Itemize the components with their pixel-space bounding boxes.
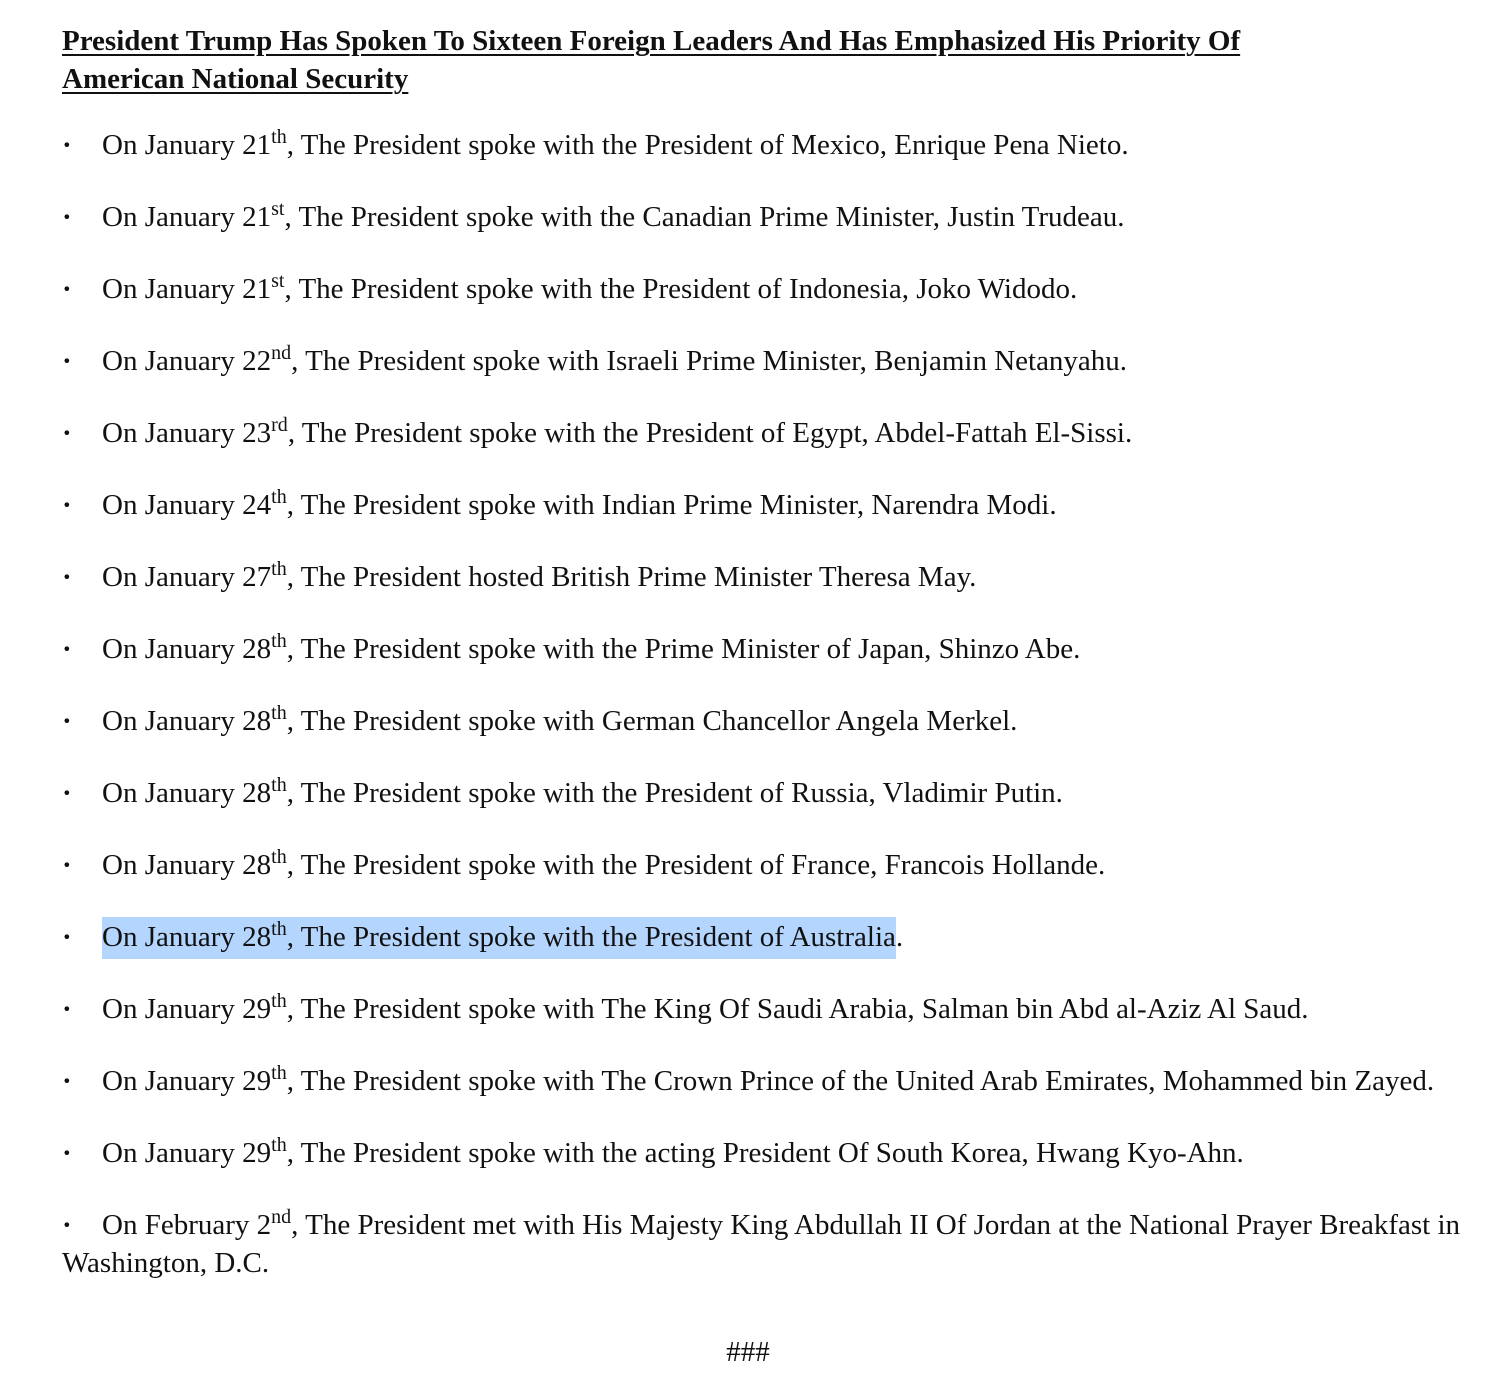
bullet-icon: ·	[62, 1209, 72, 1241]
item-text: , The President spoke with Israeli Prime Minister, Benjamin Netanyahu.	[291, 345, 1128, 377]
bullet-icon: ·	[62, 345, 72, 377]
list-item	[62, 990, 1462, 1028]
document-page	[62, 22, 1462, 1316]
bullet-icon: ·	[62, 921, 72, 953]
date-suffix: th	[271, 990, 287, 1012]
item-text: , The President spoke with the Prime Minister of Japan, Shinzo Abe.	[286, 633, 1081, 665]
bullet-icon: ·	[62, 1137, 72, 1169]
date-suffix: rd	[271, 414, 288, 436]
leader-call-list	[62, 126, 1462, 1282]
bullet-icon: ·	[62, 417, 72, 449]
item-trailing-period: .	[895, 921, 904, 953]
date-suffix: th	[271, 702, 287, 724]
item-date: On January 22	[102, 345, 272, 377]
document-title	[62, 22, 1462, 98]
date-suffix: nd	[271, 342, 292, 364]
item-text: , The President spoke with the acting President Of South Korea, Hwang Kyo-Ahn.	[286, 1137, 1244, 1169]
list-item	[62, 270, 1462, 308]
text-selection[interactable]	[102, 917, 896, 959]
item-date: On January 28	[102, 849, 272, 881]
bullet-icon: ·	[62, 705, 72, 737]
list-item	[62, 486, 1462, 524]
date-suffix: th	[271, 846, 287, 868]
bullet-icon: ·	[62, 129, 72, 161]
item-date: On January 29	[102, 1137, 272, 1169]
end-mark: ###	[726, 1336, 770, 1368]
item-date: On January 23	[102, 417, 272, 449]
item-text: , The President spoke with Indian Prime Minister, Narendra Modi.	[286, 489, 1057, 521]
item-text: , The President spoke with The Crown Prince of the United Arab Emirates, Mohammed bin Zayed.	[286, 1065, 1435, 1097]
bullet-icon: ·	[62, 777, 72, 809]
item-text: , The President spoke with German Chancellor Angela Merkel.	[286, 705, 1018, 737]
list-item	[62, 630, 1462, 668]
bullet-icon: ·	[62, 849, 72, 881]
list-item	[62, 1134, 1462, 1172]
item-date: On January 21	[102, 273, 272, 305]
date-suffix: th	[271, 918, 287, 940]
item-date: On January 28	[102, 705, 272, 737]
item-text: , The President spoke with the President of France, Francois Hollande.	[286, 849, 1106, 881]
bullet-icon: ·	[62, 201, 72, 233]
item-date: On January 28	[102, 633, 272, 665]
list-item	[62, 342, 1462, 380]
item-date: On January 28	[102, 921, 272, 953]
date-suffix: th	[271, 126, 287, 148]
date-suffix: th	[271, 1134, 287, 1156]
list-item	[62, 846, 1462, 884]
item-date: On January 21	[102, 129, 272, 161]
bullet-icon: ·	[62, 633, 72, 665]
list-item-selected[interactable]	[62, 918, 1462, 956]
item-text: , The President spoke with The King Of Saudi Arabia, Salman bin Abd al-Aziz Al Saud.	[286, 993, 1309, 1025]
item-text: , The President spoke with the Canadian Prime Minister, Justin Trudeau.	[284, 201, 1125, 233]
item-date: On January 21	[102, 201, 272, 233]
list-item	[62, 1206, 1462, 1282]
item-text: , The President spoke with the President of Indonesia, Joko Widodo.	[284, 273, 1078, 305]
item-date: On February 2	[102, 1209, 272, 1241]
bullet-icon: ·	[62, 993, 72, 1025]
date-suffix: th	[271, 1062, 287, 1084]
bullet-icon: ·	[62, 1065, 72, 1097]
title-line-2: American National Security	[62, 63, 409, 95]
item-text: , The President spoke with the President of Mexico, Enrique Pena Nieto.	[286, 129, 1129, 161]
date-suffix: nd	[271, 1206, 292, 1228]
date-suffix: th	[271, 630, 287, 652]
item-text: , The President spoke with the President of Russia, Vladimir Putin.	[286, 777, 1063, 809]
date-suffix: th	[271, 486, 287, 508]
list-item	[62, 702, 1462, 740]
bullet-icon: ·	[62, 273, 72, 305]
list-item	[62, 558, 1462, 596]
item-date: On January 24	[102, 489, 272, 521]
list-item	[62, 414, 1462, 452]
title-line-1: President Trump Has Spoken To Sixteen Foreign Leaders And Has Emphasized His Priority Of	[62, 25, 1241, 57]
bullet-icon: ·	[62, 561, 72, 593]
date-suffix: st	[271, 270, 285, 292]
bullet-icon: ·	[62, 489, 72, 521]
item-text: , The President spoke with the President of Australia	[286, 921, 896, 953]
list-item	[62, 774, 1462, 812]
item-text: , The President spoke with the President of Egypt, Abdel-Fattah El-Sissi.	[287, 417, 1133, 449]
item-text: , The President met with His Majesty King Abdullah II Of Jordan at the National Prayer Breakfast in Washington, D.C.	[62, 1209, 1461, 1279]
item-date: On January 27	[102, 561, 272, 593]
date-suffix: th	[271, 558, 287, 580]
list-item	[62, 198, 1462, 236]
item-text: , The President hosted British Prime Minister Theresa May.	[286, 561, 977, 593]
list-item	[62, 1062, 1462, 1100]
list-item	[62, 126, 1462, 164]
item-date: On January 29	[102, 993, 272, 1025]
date-suffix: st	[271, 198, 285, 220]
item-date: On January 29	[102, 1065, 272, 1097]
date-suffix: th	[271, 774, 287, 796]
item-date: On January 28	[102, 777, 272, 809]
